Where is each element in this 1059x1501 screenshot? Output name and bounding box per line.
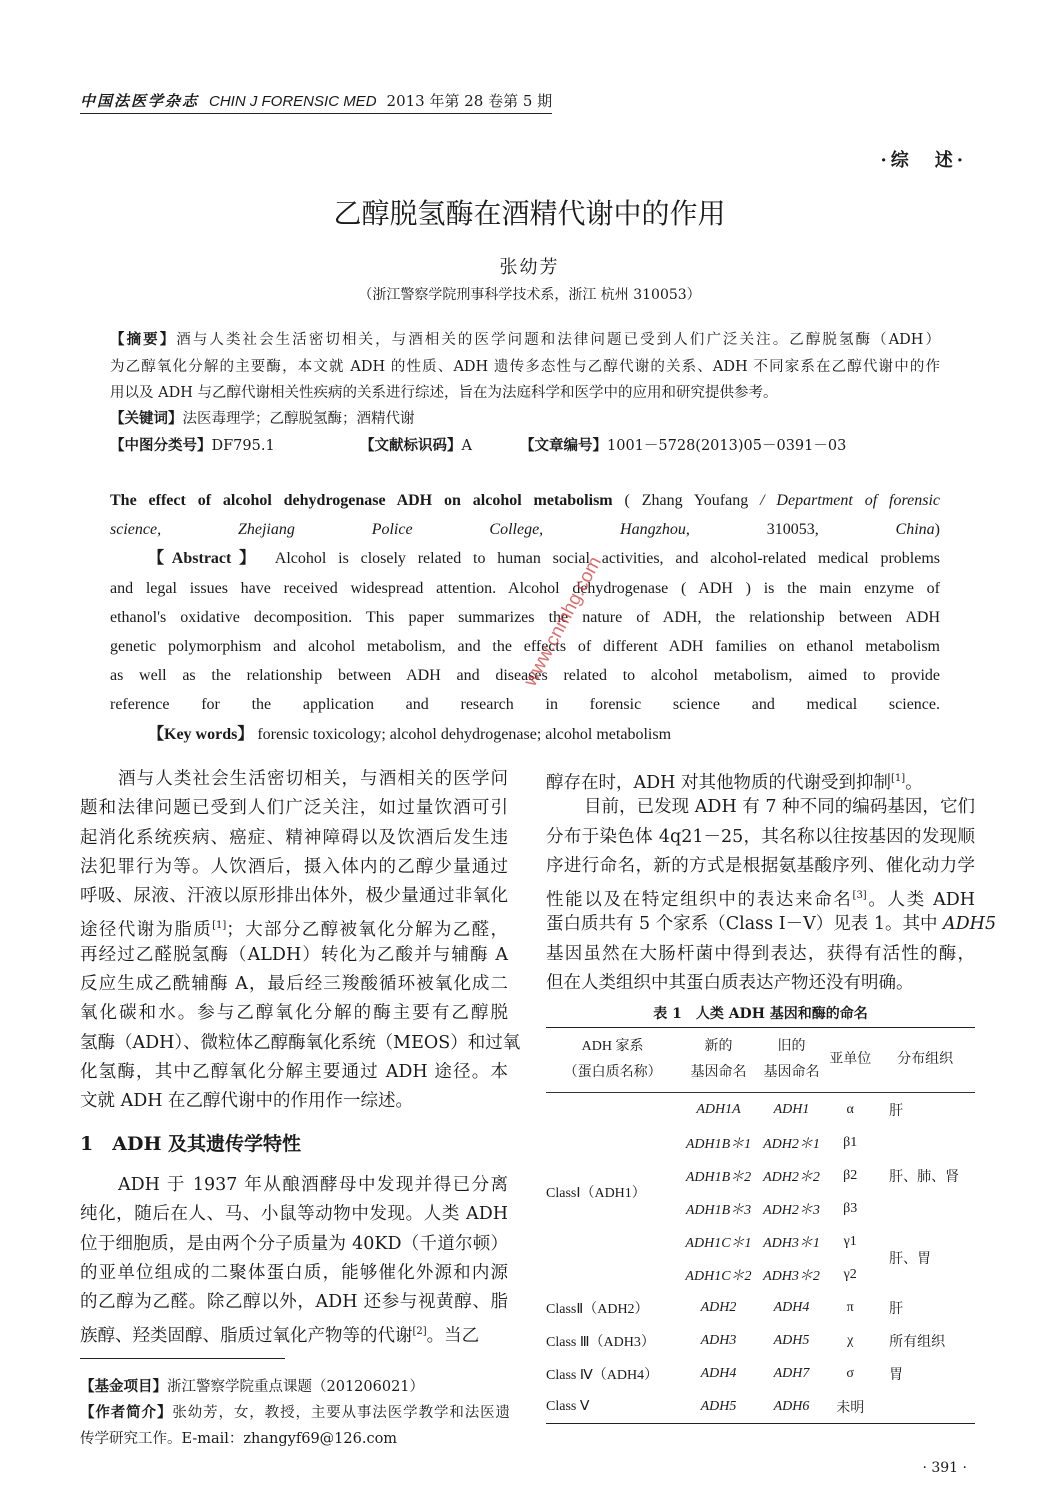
text-segment: and legal issues have received widespread attention. Alcohol dehydrogenase ( ADH ) is the main enzyme of <box>110 579 940 597</box>
text-line <box>80 794 508 823</box>
table-cell-subunit: π <box>846 1299 854 1315</box>
text-line <box>546 852 975 881</box>
table-cell-old: ADH5 <box>773 1332 810 1348</box>
left-column-section1 <box>80 1171 508 1347</box>
text-segment: ethanol's oxidative decomposition. This paper summarizes the nature of ADH, the relationship between ADH <box>110 608 940 626</box>
text-line <box>80 970 508 999</box>
text-segment: 蛋白质共有 5 个家系（Class Ⅰ－Ⅴ）见表 1。其中 <box>546 914 944 935</box>
text-segment: 化氢酶，其中乙醇氧化分解主要通过 ADH 途径。本 <box>80 1061 508 1082</box>
text-segment: ；大部分乙醇被氧化分解为乙醛， <box>226 920 508 941</box>
text-segment: 位于细胞质，是由两个分子质量为 40KD（千道尔顿） <box>80 1233 508 1254</box>
table-cell-subunit: β2 <box>843 1167 858 1183</box>
text-segment: 反应生成乙酰辅酶 A，最后经三羧酸循环被氧化成二 <box>80 974 508 995</box>
text-line <box>546 910 997 939</box>
table-caption: 表 1 人类 ADH 基因和酶的命名 <box>653 1006 868 1022</box>
table-cell-new: ADH1A <box>696 1101 741 1117</box>
text-line <box>546 969 975 998</box>
text-line <box>110 632 940 661</box>
text-segment: 氢酶（ADH）、微粒体乙醇酶氧化系统（MEOS）和过氧 <box>80 1032 521 1053</box>
text-segment: 序进行命名，新的方式是根据氨基酸序列、催化动力学 <box>546 855 975 876</box>
keywords-cn: 【关键词】法医毒理学；乙醇脱氢酶；酒精代谢 <box>110 410 415 427</box>
text-segment: 基因虽然在大肠杆菌中得到表达，获得有活性的酶， <box>546 943 975 964</box>
text-segment: Alcohol is closely related to human social activities, and alcohol-related medical problems <box>262 550 940 568</box>
text-segment: 传学研究工作。E-mail：zhangyf69@126.com <box>80 1431 398 1447</box>
table-cell-subunit: β3 <box>843 1200 858 1216</box>
text-line <box>546 793 975 822</box>
classification-info: 【中图分类号】DF795.1 【文献标识码】A 【文章编号】1001－5728(2013)05－0391－03 <box>110 437 847 454</box>
table-cell-old: ADH3＊1 <box>763 1235 820 1251</box>
table-cell-tissue: 肝、胃 <box>889 1252 932 1267</box>
text-line <box>80 999 508 1028</box>
table-row <box>546 1324 975 1357</box>
table-header-cell: 旧的 基因命名 <box>763 1039 820 1080</box>
text-line <box>80 1374 510 1400</box>
text-segment: ( Zhang Youfang <box>612 492 761 509</box>
table-cell-old: ADH2＊3 <box>763 1202 820 1218</box>
text-line <box>110 690 940 719</box>
text-segment: 题和法律问题已受到人们广泛关注，如过量饮酒可引 <box>80 798 508 819</box>
table-cell-new: ADH1C＊2 <box>685 1268 752 1284</box>
text-line <box>546 881 975 910</box>
text-line <box>80 853 508 882</box>
table-cell-old: ADH7 <box>773 1365 810 1381</box>
table-cell-tissue: 胃 <box>889 1367 904 1383</box>
text-segment: 但在人类组织中其蛋白质表达产物还没有明确。 <box>546 973 914 994</box>
table-cell-new: ADH1C＊1 <box>685 1235 752 1251</box>
text-segment: 醇存在时，ADH 对其他物质的代谢受到抑制 <box>546 773 891 793</box>
text-segment: 氧化碳和水。参与乙醇氧化分解的酶主要有乙醇脱 <box>80 1003 508 1024</box>
text-segment: ) <box>934 521 940 539</box>
table-cell-family: Class Ⅳ（ADH4） <box>546 1367 659 1383</box>
text-line <box>80 1029 521 1058</box>
text-segment: 性能以及在特定组织中的表达来命名 <box>546 890 853 911</box>
text-segment: ADH 于 1937 年从酿酒酵母中发现并得已分离 <box>118 1175 508 1195</box>
table-row <box>546 1093 975 1127</box>
citation-ref: [1] <box>891 773 906 784</box>
text-segment: 【作者简介】 <box>80 1404 173 1421</box>
text-line <box>110 603 940 632</box>
text-line <box>80 1058 508 1087</box>
section-label: ·综 述· <box>880 150 967 171</box>
text-segment: 族醇、羟类固醇、脂质过氧化产物等的代谢 <box>80 1326 413 1347</box>
text-segment: China <box>895 521 935 539</box>
text-segment: 酒与人类社会生活密切相关，与酒相关的医学问题和法律问题已受到人们广泛关注。乙醇脱氢酶（ADH） <box>176 332 940 348</box>
abstract-en <box>110 486 940 749</box>
footnotes <box>80 1374 510 1452</box>
text-line <box>546 940 975 969</box>
table-cell-tissue: 肝、肺、肾 <box>889 1169 960 1185</box>
table-row <box>546 1390 975 1424</box>
text-line <box>110 515 940 544</box>
text-segment: 分布于染色体 4q21－25，其名称以往按基因的发现顺 <box>546 826 975 847</box>
text-segment: 目前，已发现 ADH 有 7 种不同的编码基因，它们 <box>584 797 975 818</box>
table-header-cell: 新的 基因命名 <box>690 1039 747 1080</box>
text-segment: 酒与人类社会生活密切相关，与酒相关的医学问 <box>118 769 508 789</box>
table-cell-old: ADH3＊2 <box>763 1268 820 1284</box>
table-cell-tissue: 所有组织 <box>889 1334 946 1350</box>
watermark: www.cnmhg.com <box>520 553 606 690</box>
text-line <box>110 354 940 381</box>
section-1-heading: 1 ADH 及其遗传学特性 <box>80 1133 302 1155</box>
citation-ref: [1] <box>212 920 227 932</box>
table-header-cell: 亚单位 <box>829 1052 872 1067</box>
text-segment: , 310053, <box>685 521 896 539</box>
table-cell-subunit: γ2 <box>843 1266 857 1282</box>
text-segment: The effect of alcohol dehydrogenase ADH on alcohol metabolism <box>110 492 613 509</box>
journal-name-cn: 中国法医学杂志 <box>80 92 200 110</box>
citation-ref: [3] <box>852 890 867 902</box>
text-segment: 【Key words】 <box>148 725 254 743</box>
table-cell-family: ClassⅡ（ADH2） <box>546 1301 649 1317</box>
text-segment: genetic polymorphism and alcohol metabolism, and the effects of different ADH families on ethanol metabolism <box>110 637 940 655</box>
table-cell-old: ADH2＊2 <box>763 1169 820 1185</box>
table-row <box>546 1291 975 1324</box>
text-segment: 呼吸、尿液、汗液以原形排出体外，极少量通过非氧化 <box>80 886 508 907</box>
table-cell-tissue: 肝 <box>889 1103 904 1119</box>
text-segment: 纯化，随后在人、马、小鼠等动物中发现。人类 ADH <box>80 1204 508 1225</box>
table-cell-subunit: β1 <box>843 1134 858 1150</box>
table-cell-family: Class Ⅴ <box>546 1399 590 1414</box>
table-header-cell: 分布组织 <box>897 1052 954 1067</box>
citation-ref: [2] <box>412 1326 427 1338</box>
text-line <box>80 1400 510 1426</box>
table-cell-family: ClassⅠ（ADH1） <box>546 1186 646 1201</box>
text-segment: science, Zhejiang Police College, Hangzhou <box>110 521 686 539</box>
article-title: 乙醇脱氢酶在酒精代谢中的作用 <box>333 197 726 230</box>
table-cell-old: ADH6 <box>773 1398 810 1414</box>
table-cell-subunit: χ <box>847 1332 854 1348</box>
text-segment: 【基金项目】 <box>80 1378 167 1395</box>
text-segment: ADH5 <box>943 914 997 935</box>
table-cell-new: ADH2 <box>700 1299 737 1315</box>
text-line <box>110 720 940 749</box>
text-segment: 的乙醇为乙醛。除乙醇以外，ADH 还参与视黄醇、脂 <box>80 1292 508 1313</box>
text-line <box>546 764 975 793</box>
text-segment: 途径代谢为脂质 <box>80 920 213 941</box>
text-segment: 法犯罪行为等。人饮酒后，摄入体内的乙醇少量通过 <box>80 856 508 877</box>
text-line <box>80 765 508 794</box>
text-line <box>80 911 508 940</box>
text-segment: 为乙醇氧化分解的主要酶，本文就 ADH 的性质、ADH 遗传多态性与乙醇代谢的关系、ADH 不同家系在乙醇代谢中的作 <box>110 358 940 375</box>
right-column-text <box>546 764 997 998</box>
text-segment: 浙江警察学院重点课题（201206021） <box>167 1379 425 1395</box>
author: 张幼芳 <box>499 257 560 278</box>
affiliation: （浙江警察学院刑事科学技术系，浙江 杭州 310053） <box>358 287 701 303</box>
text-segment: 文就 ADH 在乙醇代谢中的作用作一综述。 <box>80 1091 414 1112</box>
text-segment: 【Abstract】 <box>148 550 263 568</box>
table-cell-family: Class Ⅲ（ADH3） <box>546 1334 655 1350</box>
left-column-intro <box>80 765 521 1117</box>
text-line <box>80 1171 508 1200</box>
text-segment: 起消化系统疾病、癌症、精神障碍以及饮酒后发生违 <box>80 827 508 848</box>
text-segment: / Department of forensic <box>760 492 940 509</box>
table-cell-new: ADH1B＊2 <box>685 1169 752 1185</box>
table-cell-tissue <box>875 1390 975 1424</box>
text-line <box>80 1087 508 1116</box>
text-segment: 【摘要】 <box>110 331 177 348</box>
table-cell-subunit: 未明 <box>836 1400 865 1416</box>
text-segment: 用以及 ADH 与乙醇代谢相关性疾病的关系进行综述，旨在为法庭科学和医学中的应用和研究提供参考。 <box>110 385 778 401</box>
table-cell-old: ADH4 <box>773 1299 810 1315</box>
text-segment: reference for the application and research in forensic science and medical science. <box>110 696 940 714</box>
table-cell-new: ADH4 <box>700 1365 737 1381</box>
table-cell-new: ADH3 <box>700 1332 737 1348</box>
table-cell-old: ADH2＊1 <box>763 1136 820 1152</box>
running-header <box>80 90 552 114</box>
table-cell-tissue: 肝 <box>889 1301 904 1317</box>
table-cell-subunit: γ1 <box>843 1233 857 1249</box>
text-segment: 。 <box>905 773 923 793</box>
table-cell-new: ADH5 <box>700 1398 737 1414</box>
text-line <box>546 823 975 852</box>
text-line <box>80 941 508 970</box>
text-line <box>110 544 940 573</box>
page-number: · 391 · <box>922 1460 967 1476</box>
issue-info: 2013 年第 28 卷第 5 期 <box>386 92 553 110</box>
text-line <box>80 1230 508 1259</box>
footnote-divider <box>80 1358 285 1359</box>
text-segment: 再经过乙醛脱氢酶（ALDH）转化为乙酸并与辅酶 A <box>80 944 508 965</box>
text-line <box>80 1317 508 1346</box>
text-segment: 。当乙 <box>426 1326 480 1347</box>
text-line <box>80 1259 508 1288</box>
text-line <box>80 1288 508 1317</box>
text-line <box>110 486 940 515</box>
text-line <box>80 1200 508 1229</box>
text-line <box>80 1426 510 1452</box>
text-segment: as well as the relationship between ADH and diseases related to alcohol metabolism, aimed to provide <box>110 667 940 685</box>
table-header-cell: ADH 家系 （蛋白质名称） <box>563 1039 662 1080</box>
table-cell-old: ADH1 <box>773 1101 810 1117</box>
text-segment: 张幼芳，女，教授，主要从事法医学教学和法医遗 <box>172 1405 511 1421</box>
text-line <box>110 327 940 354</box>
table-cell-new: ADH1B＊1 <box>685 1136 752 1152</box>
table-row <box>546 1357 975 1390</box>
text-line <box>80 882 508 911</box>
abstract-cn <box>110 327 940 407</box>
adh-nomenclature-table <box>546 1027 975 1424</box>
table-cell-new: ADH1B＊3 <box>685 1202 752 1218</box>
text-segment: 的亚单位组成的二聚体蛋白质，能够催化外源和内源 <box>80 1262 508 1283</box>
text-line <box>110 380 940 407</box>
journal-name-en: CHIN J FORENSIC MED <box>209 93 377 110</box>
table-cell-subunit: α <box>846 1101 854 1117</box>
table-cell-subunit: σ <box>846 1365 854 1381</box>
text-segment: 。人类 ADH <box>866 890 976 911</box>
text-line <box>80 824 508 853</box>
text-line <box>110 574 940 603</box>
text-segment: forensic toxicology; alcohol dehydrogenase; alcohol metabolism <box>253 725 672 743</box>
